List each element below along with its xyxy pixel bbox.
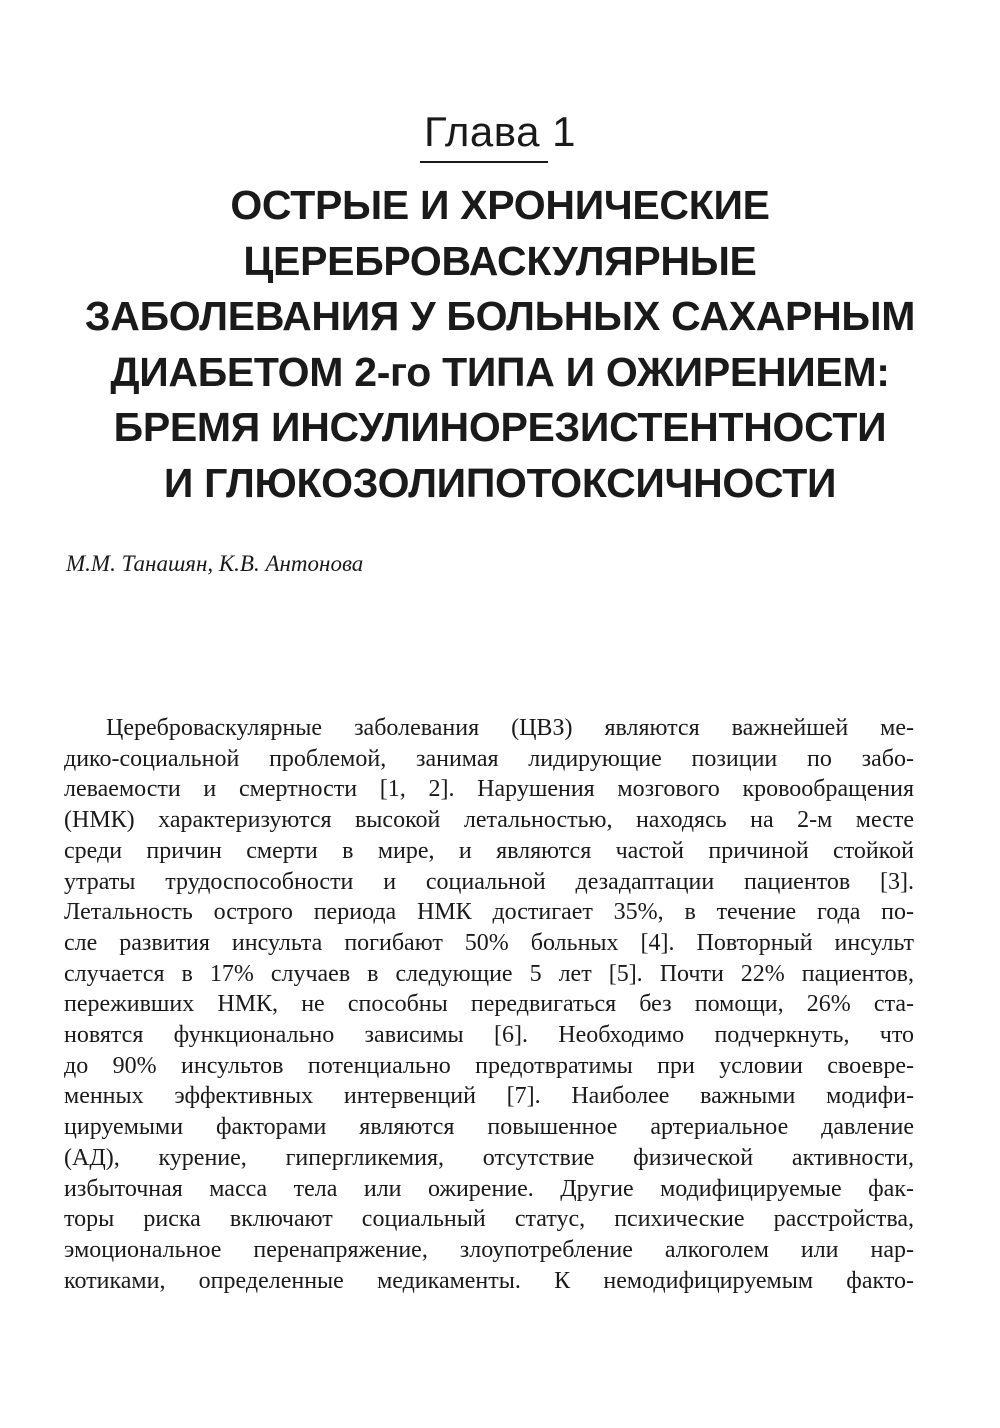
body-line: леваемости и смертности [1, 2]. Нарушения мозгового кровообращения — [64, 776, 914, 803]
chapter-title-line: ЦЕРЕБРОВАСКУЛЯРНЫЕ — [243, 237, 757, 284]
chapter-title — [40, 178, 960, 511]
body-paragraph — [64, 713, 914, 1296]
body-line: цируемыми факторами являются повышенное артериальное давление — [64, 1114, 914, 1141]
body-line: котиками, определенные медикаменты. К немодифицируемым факто- — [64, 1267, 914, 1294]
body-line: эмоциональное перенапряжение, злоупотребление алкоголем или нар- — [64, 1236, 914, 1263]
chapter-title-line: БРЕМЯ ИНСУЛИНОРЕЗИСТЕНТНОСТИ — [113, 404, 887, 450]
body-line: до 90% инсультов потенциально предотвратимы при условии своевре- — [64, 1052, 914, 1079]
authors: М.М. Танашян, К.В. Антонова — [66, 551, 364, 576]
body-line: торы риска включают социальный статус, психические расстройства, — [64, 1206, 914, 1233]
chapter-label: Глава 1 — [424, 108, 576, 155]
body-line: (НМК) характеризуются высокой летальностью, находясь на 2-м месте — [64, 807, 914, 834]
body-line: менных эффективных интервенций [7]. Наиболее важными модифи- — [64, 1083, 914, 1110]
body-line: среди причин смерти в мире, и являются частой причиной стойкой — [64, 837, 914, 864]
chapter-title-line: ОСТРЫЕ И ХРОНИЧЕСКИЕ — [230, 182, 770, 228]
chapter-title-line: И ГЛЮКОЗОЛИПОТОКСИЧНОСТИ — [163, 459, 837, 506]
body-line: переживших НМК, не способны передвигаться без помощи, 26% ста- — [64, 991, 914, 1018]
body-line: избыточная масса тела или ожирение. Другие модифицируемые фак- — [64, 1175, 914, 1202]
chapter-title-line: ДИАБЕТОМ 2-го ТИПА И ОЖИРЕНИЕМ: — [110, 348, 890, 395]
body-line: дико-социальной проблемой, занимая лидирующие позиции по забо- — [64, 745, 914, 772]
body-line: Цереброваскулярные заболевания (ЦВЗ) являются важнейшей ме- — [106, 715, 914, 741]
body-line: новятся функционально зависимы [6]. Необходимо подчеркнуть, что — [64, 1022, 914, 1049]
body-line: (АД), курение, гипергликемия, отсутствие физической активности, — [64, 1144, 914, 1171]
body-line: утраты трудоспособности и социальной дезадаптации пациентов [3]. — [64, 868, 914, 895]
body-line: Летальность острого периода НМК достигает 35%, в течение года по- — [64, 899, 914, 926]
chapter-title-line: ЗАБОЛЕВАНИЯ У БОЛЬНЫХ САХАРНЫМ — [84, 293, 916, 339]
body-line: сле развития инсульта погибают 50% больных [4]. Повторный инсульт — [64, 929, 914, 956]
chapter-underline — [420, 161, 548, 163]
body-line: случается в 17% случаев в следующие 5 лет [5]. Почти 22% пациентов, — [64, 960, 914, 987]
